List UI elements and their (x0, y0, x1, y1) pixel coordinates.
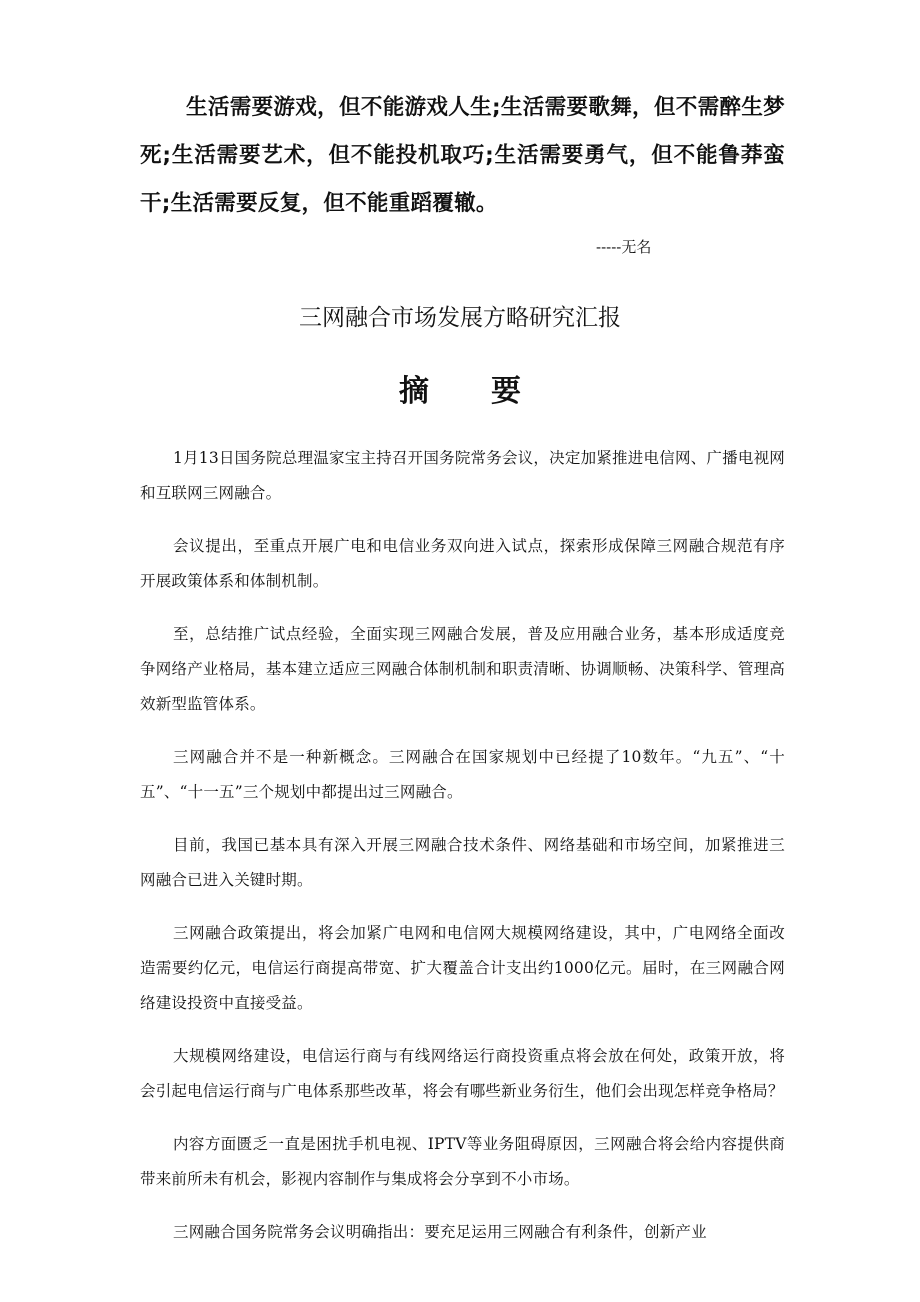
paragraph: 大规模网络建设，电信运行商与有线网络运行商投资重点将会放在何处，政策开放，将会引起电信运行商与广电体系那些改革，将会有哪些新业务衍生，他们会出现怎样竞争格局？ (140, 1047, 785, 1100)
paragraph: 1月13日国务院总理温家宝主持召开国务院常务会议，决定加紧推进电信网、广播电视网和互联网三网融合。 (140, 449, 785, 502)
paragraph: 目前，我国已基本具有深入开展三网融合技术条件、网络基础和市场空间，加紧推进三网融合已进入关键时期。 (140, 836, 785, 889)
paragraph: 三网融合并不是一种新概念。三网融合在国家规划中已经提了10数年。“九五”、“十五”、“十一五”三个规划中都提出过三网融合。 (140, 748, 785, 801)
quote-attribution: -----无名 (596, 238, 652, 256)
abstract-heading: 摘要 (399, 374, 583, 409)
paragraph: 内容方面匮乏一直是困扰手机电视、IPTV等业务阻碍原因，三网融合将会给内容提供商带来前所未有机会，影视内容制作与集成将会分享到不小市场。 (140, 1135, 785, 1188)
paragraph: 三网融合政策提出，将会加紧广电网和电信网大规模网络建设，其中，广电网络全面改造需要约亿元，电信运行商提高带宽、扩大覆盖合计支出约1000亿元。届时，在三网融合网络建设投资中直接受益。 (140, 924, 785, 1012)
paragraph: 至，总结推广试点经验，全面实现三网融合发展，普及应用融合业务，基本形成适度竞争网络产业格局，基本建立适应三网融合体制机制和职责清晰、协调顺畅、决策科学、管理高效新型监管体系。 (140, 625, 785, 713)
abstract-body (140, 441, 785, 1268)
paragraph: 会议提出，至重点开展广电和电信业务双向进入试点，探索形成保障三网融合规范有序开展政策体系和体制机制。 (140, 537, 785, 590)
epigraph-quote: 生活需要游戏，但不能游戏人生;生活需要歌舞，但不需醉生梦死;生活需要艺术，但不能投机取巧;生活需要勇气，但不能鲁莽蛮干;生活需要反复，但不能重蹈覆辙。 (140, 94, 785, 216)
paragraph: 三网融合国务院常务会议明确指出：要充足运用三网融合有利条件，创新产业 (173, 1223, 707, 1241)
document-title: 三网融合市场发展方略研究汇报 (299, 305, 621, 331)
